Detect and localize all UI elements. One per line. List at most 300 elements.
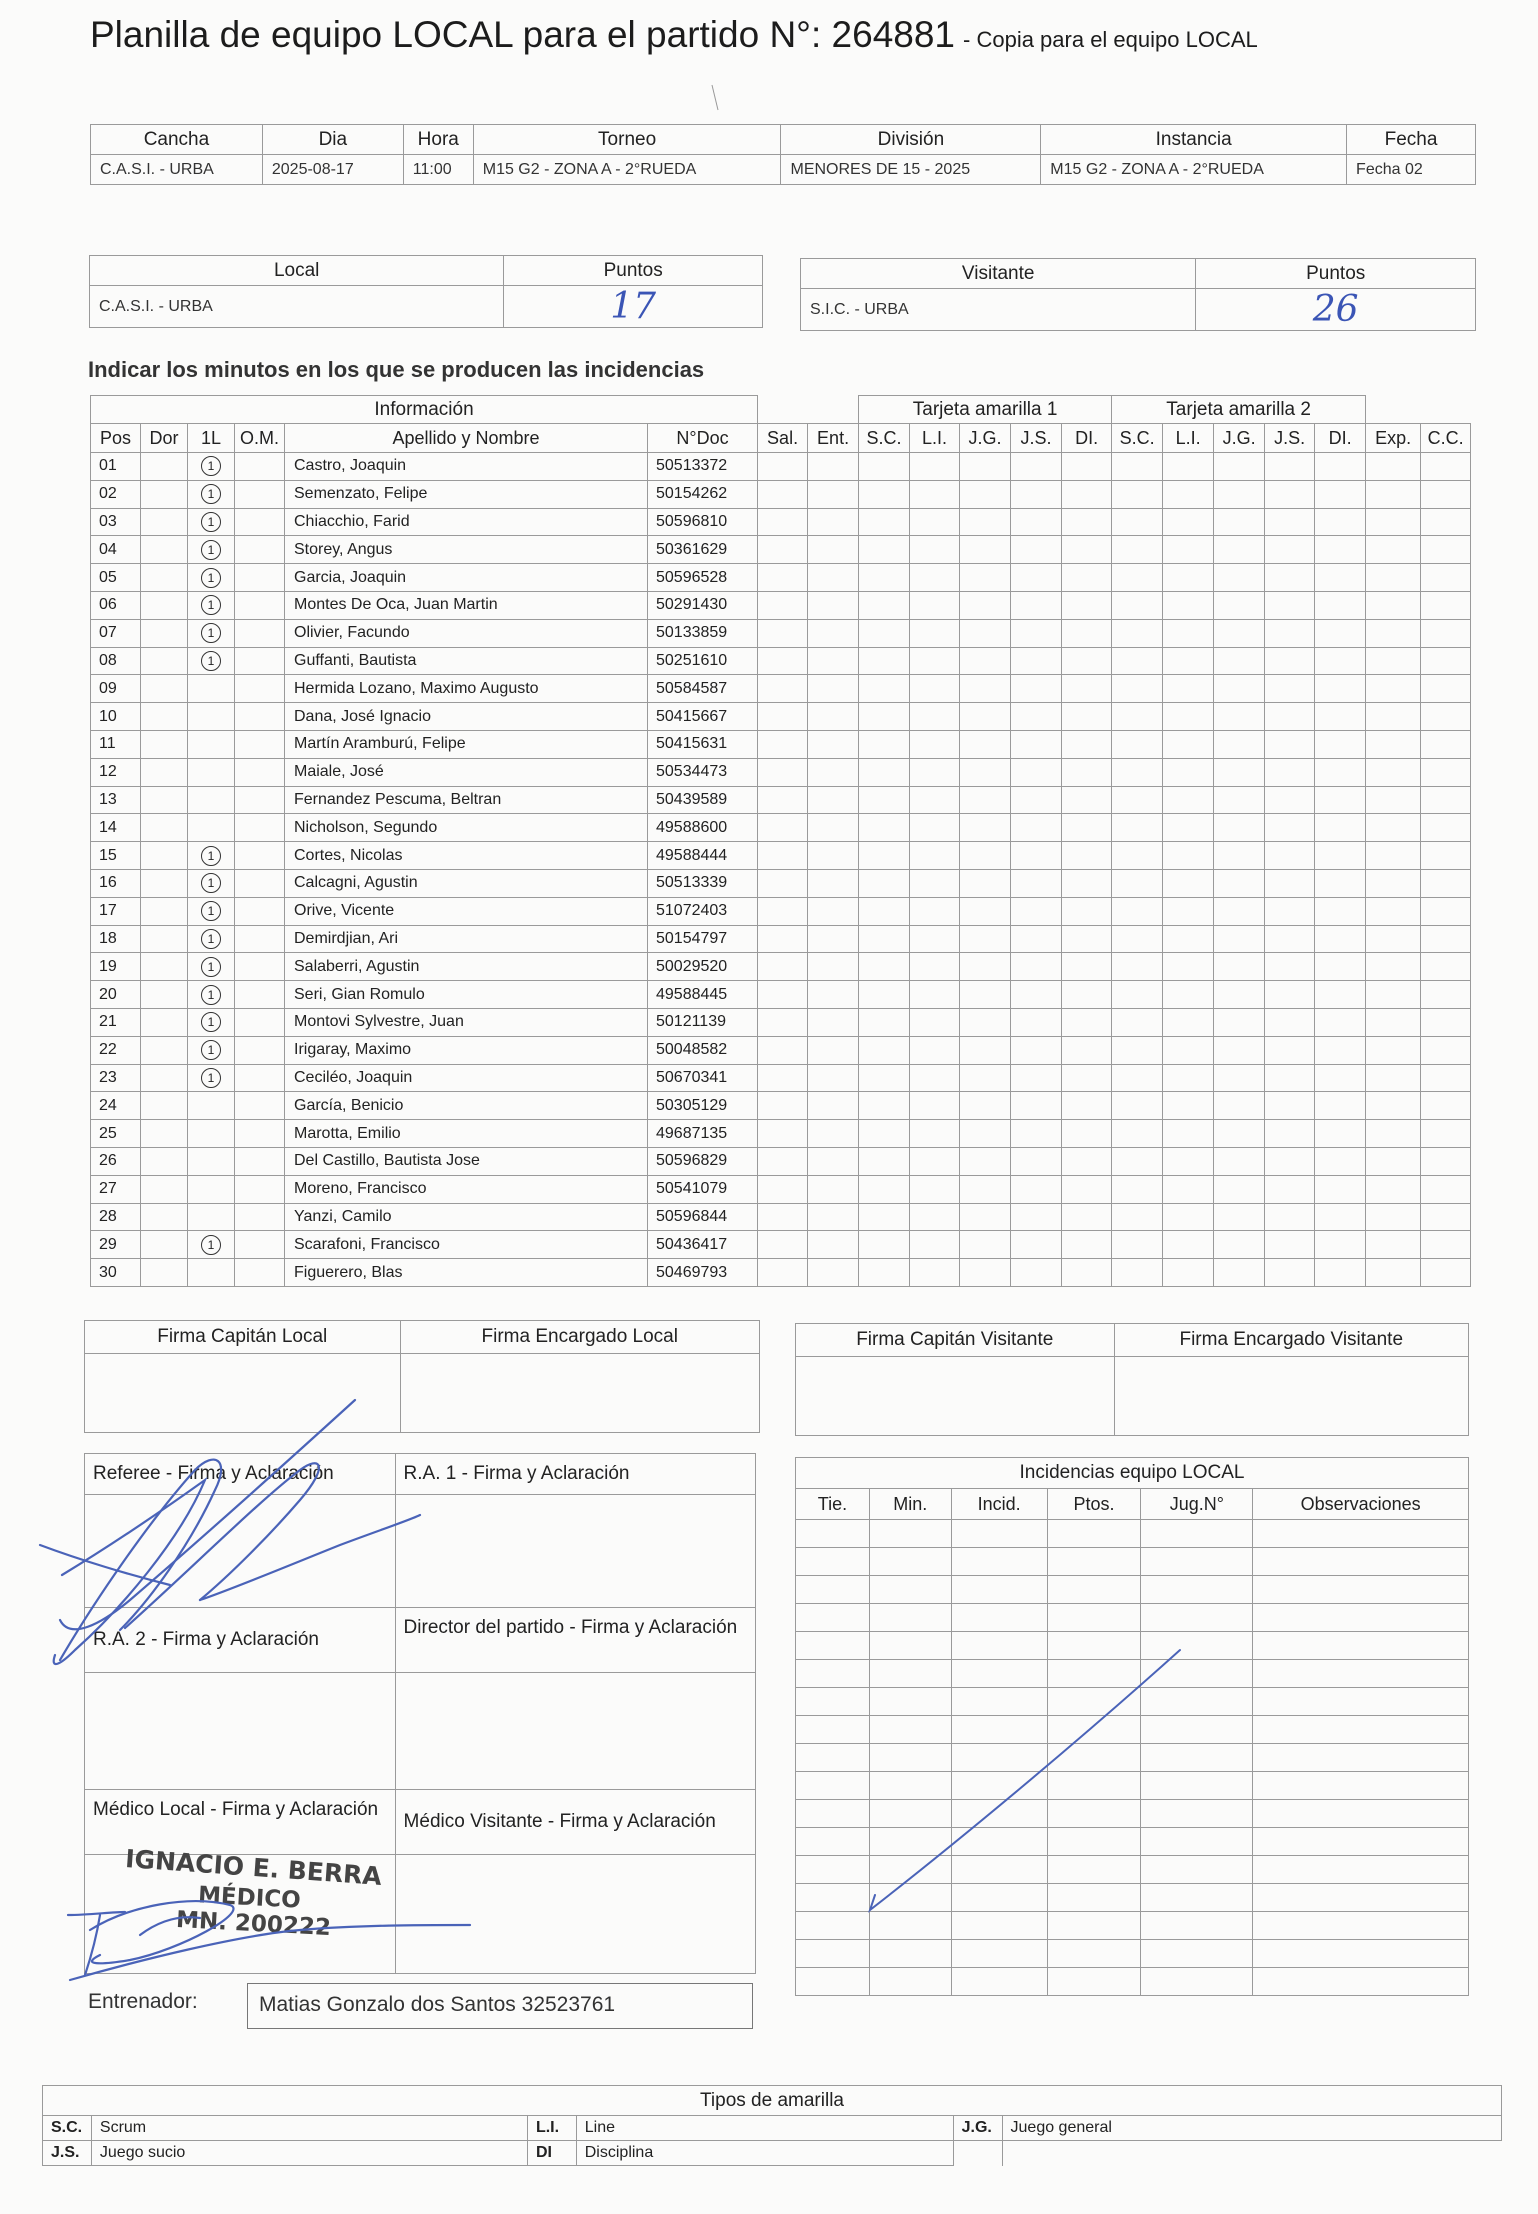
local-incident-cell[interactable]	[1141, 1856, 1253, 1884]
local-incident-cell[interactable]	[796, 1716, 870, 1744]
player-incidence-cell[interactable]	[960, 814, 1011, 842]
local-incident-cell[interactable]	[1047, 1772, 1141, 1800]
player-incidence-cell[interactable]	[1163, 647, 1214, 675]
local-incident-cell[interactable]	[869, 1660, 951, 1688]
player-incidence-cell[interactable]	[1062, 1231, 1112, 1259]
player-incidence-cell[interactable]	[1011, 869, 1062, 897]
player-incidence-cell[interactable]	[1062, 675, 1112, 703]
player-incidence-cell[interactable]	[960, 981, 1011, 1009]
player-incidence-cell[interactable]	[1366, 536, 1421, 564]
player-om[interactable]	[235, 647, 285, 675]
player-incidence-cell[interactable]	[960, 1092, 1011, 1120]
local-incident-cell[interactable]	[1047, 1912, 1141, 1940]
player-incidence-cell[interactable]	[1011, 981, 1062, 1009]
player-incidence-cell[interactable]	[808, 536, 859, 564]
local-incident-cell[interactable]	[1047, 1968, 1141, 1996]
player-incidence-cell[interactable]	[1265, 480, 1315, 508]
player-incidence-cell[interactable]	[1112, 1259, 1163, 1287]
player-incidence-cell[interactable]	[1265, 591, 1315, 619]
player-incidence-cell[interactable]	[758, 647, 808, 675]
player-incidence-cell[interactable]	[960, 564, 1011, 592]
player-incidence-cell[interactable]	[859, 619, 910, 647]
player-incidence-cell[interactable]	[1265, 1259, 1315, 1287]
player-incidence-cell[interactable]	[1011, 814, 1062, 842]
player-incidence-cell[interactable]	[1112, 703, 1163, 731]
player-incidence-cell[interactable]	[1421, 1008, 1471, 1036]
local-incident-cell[interactable]	[951, 1800, 1047, 1828]
local-incident-cell[interactable]	[1047, 1828, 1141, 1856]
player-incidence-cell[interactable]	[1214, 591, 1265, 619]
player-incidence-cell[interactable]	[1062, 814, 1112, 842]
local-incident-cell[interactable]	[869, 1912, 951, 1940]
player-incidence-cell[interactable]	[1112, 1175, 1163, 1203]
player-incidence-cell[interactable]	[1214, 842, 1265, 870]
player-incidence-cell[interactable]	[859, 1259, 910, 1287]
player-incidence-cell[interactable]	[808, 1064, 859, 1092]
local-incident-cell[interactable]	[869, 1856, 951, 1884]
local-incident-cell[interactable]	[869, 1800, 951, 1828]
player-incidence-cell[interactable]	[960, 508, 1011, 536]
player-incidence-cell[interactable]	[1163, 758, 1214, 786]
player-incidence-cell[interactable]	[1265, 869, 1315, 897]
player-om[interactable]	[235, 1036, 285, 1064]
local-incident-cell[interactable]	[951, 1688, 1047, 1716]
player-incidence-cell[interactable]	[1112, 842, 1163, 870]
player-incidence-cell[interactable]	[1265, 814, 1315, 842]
player-incidence-cell[interactable]	[1315, 1092, 1366, 1120]
player-incidence-cell[interactable]	[1214, 1203, 1265, 1231]
player-dor[interactable]	[141, 1120, 188, 1148]
player-incidence-cell[interactable]	[808, 564, 859, 592]
referee-signature-box[interactable]	[85, 1495, 396, 1608]
player-incidence-cell[interactable]	[1062, 758, 1112, 786]
player-incidence-cell[interactable]	[1265, 508, 1315, 536]
player-incidence-cell[interactable]	[1112, 869, 1163, 897]
ra2-signature-box[interactable]	[85, 1673, 396, 1790]
player-incidence-cell[interactable]	[1265, 1175, 1315, 1203]
player-incidence-cell[interactable]	[758, 925, 808, 953]
player-incidence-cell[interactable]	[1421, 1231, 1471, 1259]
captain-visitor-signature-box[interactable]	[796, 1357, 1115, 1436]
player-incidence-cell[interactable]	[1214, 814, 1265, 842]
player-dor[interactable]	[141, 1259, 188, 1287]
player-incidence-cell[interactable]	[1062, 1008, 1112, 1036]
local-incident-cell[interactable]	[869, 1828, 951, 1856]
player-om[interactable]	[235, 1231, 285, 1259]
player-incidence-cell[interactable]	[1366, 508, 1421, 536]
player-incidence-cell[interactable]	[1214, 925, 1265, 953]
local-incident-cell[interactable]	[1253, 1548, 1469, 1576]
player-incidence-cell[interactable]	[1062, 508, 1112, 536]
player-incidence-cell[interactable]	[1315, 842, 1366, 870]
player-dor[interactable]	[141, 453, 188, 481]
player-om[interactable]	[235, 1203, 285, 1231]
player-incidence-cell[interactable]	[1315, 730, 1366, 758]
player-incidence-cell[interactable]	[910, 786, 960, 814]
player-incidence-cell[interactable]	[758, 786, 808, 814]
local-incident-cell[interactable]	[1047, 1856, 1141, 1884]
player-incidence-cell[interactable]	[1366, 869, 1421, 897]
player-incidence-cell[interactable]	[1421, 1147, 1471, 1175]
player-incidence-cell[interactable]	[808, 897, 859, 925]
player-incidence-cell[interactable]	[1265, 453, 1315, 481]
player-incidence-cell[interactable]	[1421, 814, 1471, 842]
player-incidence-cell[interactable]	[1366, 1092, 1421, 1120]
player-incidence-cell[interactable]	[1011, 897, 1062, 925]
player-incidence-cell[interactable]	[1315, 814, 1366, 842]
local-incident-cell[interactable]	[796, 1604, 870, 1632]
local-incident-cell[interactable]	[1253, 1828, 1469, 1856]
local-incident-cell[interactable]	[1141, 1520, 1253, 1548]
player-incidence-cell[interactable]	[859, 1147, 910, 1175]
player-incidence-cell[interactable]	[960, 1259, 1011, 1287]
player-incidence-cell[interactable]	[1315, 703, 1366, 731]
local-incident-cell[interactable]	[1141, 1660, 1253, 1688]
player-om[interactable]	[235, 981, 285, 1009]
local-incident-cell[interactable]	[796, 1912, 870, 1940]
player-incidence-cell[interactable]	[1421, 1120, 1471, 1148]
player-incidence-cell[interactable]	[1315, 619, 1366, 647]
player-incidence-cell[interactable]	[910, 508, 960, 536]
player-incidence-cell[interactable]	[960, 1036, 1011, 1064]
player-om[interactable]	[235, 508, 285, 536]
player-dor[interactable]	[141, 953, 188, 981]
player-incidence-cell[interactable]	[1421, 869, 1471, 897]
player-dor[interactable]	[141, 1008, 188, 1036]
manager-local-signature-box[interactable]	[400, 1354, 759, 1433]
player-dor[interactable]	[141, 786, 188, 814]
player-incidence-cell[interactable]	[1421, 703, 1471, 731]
player-incidence-cell[interactable]	[1062, 786, 1112, 814]
player-incidence-cell[interactable]	[910, 619, 960, 647]
local-incident-cell[interactable]	[796, 1744, 870, 1772]
local-incident-cell[interactable]	[951, 1968, 1047, 1996]
player-incidence-cell[interactable]	[1265, 619, 1315, 647]
local-incident-cell[interactable]	[796, 1856, 870, 1884]
player-incidence-cell[interactable]	[1315, 1259, 1366, 1287]
player-incidence-cell[interactable]	[1366, 647, 1421, 675]
local-incident-cell[interactable]	[796, 1548, 870, 1576]
player-incidence-cell[interactable]	[1315, 564, 1366, 592]
player-incidence-cell[interactable]	[1163, 480, 1214, 508]
player-om[interactable]	[235, 897, 285, 925]
player-incidence-cell[interactable]	[1163, 925, 1214, 953]
player-incidence-cell[interactable]	[1011, 842, 1062, 870]
player-incidence-cell[interactable]	[859, 1203, 910, 1231]
player-incidence-cell[interactable]	[1011, 1203, 1062, 1231]
player-incidence-cell[interactable]	[1214, 869, 1265, 897]
local-incident-cell[interactable]	[1141, 1716, 1253, 1744]
player-incidence-cell[interactable]	[910, 1231, 960, 1259]
player-incidence-cell[interactable]	[1112, 647, 1163, 675]
local-incident-cell[interactable]	[796, 1632, 870, 1660]
player-incidence-cell[interactable]	[1315, 925, 1366, 953]
player-incidence-cell[interactable]	[1214, 1120, 1265, 1148]
player-incidence-cell[interactable]	[758, 842, 808, 870]
local-incident-cell[interactable]	[951, 1632, 1047, 1660]
player-incidence-cell[interactable]	[1315, 453, 1366, 481]
player-incidence-cell[interactable]	[960, 453, 1011, 481]
player-incidence-cell[interactable]	[1163, 1203, 1214, 1231]
player-incidence-cell[interactable]	[1366, 897, 1421, 925]
player-incidence-cell[interactable]	[1062, 1259, 1112, 1287]
player-dor[interactable]	[141, 897, 188, 925]
local-incident-cell[interactable]	[951, 1884, 1047, 1912]
player-incidence-cell[interactable]	[1214, 480, 1265, 508]
player-incidence-cell[interactable]	[808, 814, 859, 842]
player-incidence-cell[interactable]	[1315, 897, 1366, 925]
player-incidence-cell[interactable]	[910, 480, 960, 508]
player-incidence-cell[interactable]	[1366, 1175, 1421, 1203]
player-incidence-cell[interactable]	[1163, 953, 1214, 981]
player-incidence-cell[interactable]	[1062, 647, 1112, 675]
player-incidence-cell[interactable]	[1315, 508, 1366, 536]
player-incidence-cell[interactable]	[910, 1259, 960, 1287]
player-incidence-cell[interactable]	[1265, 1008, 1315, 1036]
player-incidence-cell[interactable]	[859, 897, 910, 925]
player-incidence-cell[interactable]	[1366, 953, 1421, 981]
player-incidence-cell[interactable]	[1163, 1008, 1214, 1036]
player-incidence-cell[interactable]	[1421, 1036, 1471, 1064]
player-incidence-cell[interactable]	[1112, 953, 1163, 981]
player-incidence-cell[interactable]	[1366, 1203, 1421, 1231]
player-incidence-cell[interactable]	[1366, 703, 1421, 731]
player-dor[interactable]	[141, 730, 188, 758]
player-dor[interactable]	[141, 758, 188, 786]
player-incidence-cell[interactable]	[1163, 675, 1214, 703]
local-incident-cell[interactable]	[1047, 1520, 1141, 1548]
player-incidence-cell[interactable]	[1011, 564, 1062, 592]
player-incidence-cell[interactable]	[1163, 1036, 1214, 1064]
player-incidence-cell[interactable]	[1421, 675, 1471, 703]
local-incident-cell[interactable]	[1047, 1884, 1141, 1912]
player-incidence-cell[interactable]	[859, 842, 910, 870]
player-incidence-cell[interactable]	[758, 758, 808, 786]
player-incidence-cell[interactable]	[1315, 675, 1366, 703]
player-incidence-cell[interactable]	[1315, 786, 1366, 814]
player-incidence-cell[interactable]	[808, 1259, 859, 1287]
player-incidence-cell[interactable]	[758, 1008, 808, 1036]
player-incidence-cell[interactable]	[1366, 675, 1421, 703]
player-incidence-cell[interactable]	[910, 897, 960, 925]
player-om[interactable]	[235, 758, 285, 786]
player-incidence-cell[interactable]	[1421, 1259, 1471, 1287]
player-dor[interactable]	[141, 869, 188, 897]
player-incidence-cell[interactable]	[960, 1008, 1011, 1036]
player-incidence-cell[interactable]	[910, 814, 960, 842]
player-incidence-cell[interactable]	[808, 619, 859, 647]
player-incidence-cell[interactable]	[1011, 1008, 1062, 1036]
player-incidence-cell[interactable]	[960, 619, 1011, 647]
player-incidence-cell[interactable]	[1062, 591, 1112, 619]
player-incidence-cell[interactable]	[1163, 786, 1214, 814]
player-dor[interactable]	[141, 675, 188, 703]
player-incidence-cell[interactable]	[859, 453, 910, 481]
player-incidence-cell[interactable]	[1214, 1092, 1265, 1120]
player-incidence-cell[interactable]	[1062, 897, 1112, 925]
player-incidence-cell[interactable]	[1265, 925, 1315, 953]
player-dor[interactable]	[141, 1175, 188, 1203]
local-incident-cell[interactable]	[951, 1912, 1047, 1940]
local-incident-cell[interactable]	[951, 1744, 1047, 1772]
player-incidence-cell[interactable]	[1112, 480, 1163, 508]
player-om[interactable]	[235, 536, 285, 564]
player-incidence-cell[interactable]	[859, 647, 910, 675]
player-dor[interactable]	[141, 508, 188, 536]
player-incidence-cell[interactable]	[960, 897, 1011, 925]
player-om[interactable]	[235, 953, 285, 981]
player-incidence-cell[interactable]	[808, 1147, 859, 1175]
player-incidence-cell[interactable]	[1112, 758, 1163, 786]
player-incidence-cell[interactable]	[1366, 619, 1421, 647]
player-incidence-cell[interactable]	[1163, 1175, 1214, 1203]
player-incidence-cell[interactable]	[808, 453, 859, 481]
player-incidence-cell[interactable]	[1366, 453, 1421, 481]
player-incidence-cell[interactable]	[758, 619, 808, 647]
player-incidence-cell[interactable]	[1011, 703, 1062, 731]
local-incident-cell[interactable]	[1141, 1604, 1253, 1632]
player-incidence-cell[interactable]	[1214, 1008, 1265, 1036]
local-incident-cell[interactable]	[796, 1968, 870, 1996]
player-incidence-cell[interactable]	[1062, 1175, 1112, 1203]
player-incidence-cell[interactable]	[859, 869, 910, 897]
player-incidence-cell[interactable]	[1062, 1036, 1112, 1064]
player-incidence-cell[interactable]	[1265, 1147, 1315, 1175]
player-incidence-cell[interactable]	[1421, 647, 1471, 675]
player-incidence-cell[interactable]	[910, 1175, 960, 1203]
local-incident-cell[interactable]	[869, 1772, 951, 1800]
local-incident-cell[interactable]	[1047, 1800, 1141, 1828]
player-incidence-cell[interactable]	[1214, 1175, 1265, 1203]
player-incidence-cell[interactable]	[1366, 1147, 1421, 1175]
player-incidence-cell[interactable]	[960, 591, 1011, 619]
local-incident-cell[interactable]	[1047, 1548, 1141, 1576]
local-incident-cell[interactable]	[1141, 1940, 1253, 1968]
player-incidence-cell[interactable]	[758, 1231, 808, 1259]
local-incident-cell[interactable]	[951, 1940, 1047, 1968]
player-incidence-cell[interactable]	[808, 842, 859, 870]
player-dor[interactable]	[141, 1036, 188, 1064]
player-incidence-cell[interactable]	[1062, 869, 1112, 897]
local-incident-cell[interactable]	[796, 1660, 870, 1688]
player-incidence-cell[interactable]	[808, 480, 859, 508]
player-incidence-cell[interactable]	[1214, 703, 1265, 731]
player-incidence-cell[interactable]	[960, 953, 1011, 981]
player-dor[interactable]	[141, 925, 188, 953]
player-incidence-cell[interactable]	[808, 925, 859, 953]
player-incidence-cell[interactable]	[1011, 1120, 1062, 1148]
player-incidence-cell[interactable]	[808, 981, 859, 1009]
local-incident-cell[interactable]	[869, 1632, 951, 1660]
player-incidence-cell[interactable]	[1062, 536, 1112, 564]
player-incidence-cell[interactable]	[1421, 897, 1471, 925]
player-incidence-cell[interactable]	[1214, 1231, 1265, 1259]
player-incidence-cell[interactable]	[808, 703, 859, 731]
player-incidence-cell[interactable]	[960, 1203, 1011, 1231]
player-dor[interactable]	[141, 1092, 188, 1120]
player-incidence-cell[interactable]	[1315, 536, 1366, 564]
player-incidence-cell[interactable]	[808, 647, 859, 675]
player-incidence-cell[interactable]	[1421, 925, 1471, 953]
local-incident-cell[interactable]	[1253, 1940, 1469, 1968]
player-incidence-cell[interactable]	[1062, 925, 1112, 953]
player-incidence-cell[interactable]	[1366, 814, 1421, 842]
player-incidence-cell[interactable]	[758, 981, 808, 1009]
player-incidence-cell[interactable]	[1112, 1231, 1163, 1259]
player-incidence-cell[interactable]	[1315, 1147, 1366, 1175]
player-incidence-cell[interactable]	[1011, 730, 1062, 758]
player-incidence-cell[interactable]	[1265, 786, 1315, 814]
player-incidence-cell[interactable]	[1163, 897, 1214, 925]
player-incidence-cell[interactable]	[1214, 564, 1265, 592]
player-incidence-cell[interactable]	[859, 1036, 910, 1064]
player-incidence-cell[interactable]	[1265, 1203, 1315, 1231]
local-incident-cell[interactable]	[1141, 1744, 1253, 1772]
player-incidence-cell[interactable]	[1214, 508, 1265, 536]
local-incident-cell[interactable]	[951, 1576, 1047, 1604]
player-incidence-cell[interactable]	[960, 1064, 1011, 1092]
player-om[interactable]	[235, 703, 285, 731]
local-incident-cell[interactable]	[1141, 1800, 1253, 1828]
player-incidence-cell[interactable]	[1315, 647, 1366, 675]
local-incident-cell[interactable]	[1253, 1688, 1469, 1716]
player-incidence-cell[interactable]	[859, 536, 910, 564]
local-incident-cell[interactable]	[951, 1772, 1047, 1800]
player-incidence-cell[interactable]	[910, 758, 960, 786]
player-incidence-cell[interactable]	[1112, 536, 1163, 564]
player-incidence-cell[interactable]	[1214, 897, 1265, 925]
player-om[interactable]	[235, 814, 285, 842]
player-incidence-cell[interactable]	[1366, 842, 1421, 870]
player-incidence-cell[interactable]	[758, 1175, 808, 1203]
player-incidence-cell[interactable]	[1366, 1259, 1421, 1287]
local-incident-cell[interactable]	[951, 1520, 1047, 1548]
player-incidence-cell[interactable]	[1062, 1147, 1112, 1175]
local-incident-cell[interactable]	[869, 1716, 951, 1744]
local-incident-cell[interactable]	[1047, 1576, 1141, 1604]
player-incidence-cell[interactable]	[1265, 1120, 1315, 1148]
player-incidence-cell[interactable]	[960, 758, 1011, 786]
player-incidence-cell[interactable]	[1366, 1120, 1421, 1148]
player-incidence-cell[interactable]	[1163, 619, 1214, 647]
player-incidence-cell[interactable]	[859, 730, 910, 758]
player-incidence-cell[interactable]	[1366, 730, 1421, 758]
player-incidence-cell[interactable]	[1214, 536, 1265, 564]
player-incidence-cell[interactable]	[808, 730, 859, 758]
player-incidence-cell[interactable]	[1421, 564, 1471, 592]
local-incident-cell[interactable]	[951, 1548, 1047, 1576]
player-om[interactable]	[235, 1147, 285, 1175]
local-incident-cell[interactable]	[1141, 1828, 1253, 1856]
player-om[interactable]	[235, 453, 285, 481]
player-incidence-cell[interactable]	[1421, 619, 1471, 647]
player-incidence-cell[interactable]	[1112, 1092, 1163, 1120]
player-incidence-cell[interactable]	[1062, 703, 1112, 731]
player-dor[interactable]	[141, 981, 188, 1009]
local-incident-cell[interactable]	[1253, 1520, 1469, 1548]
player-incidence-cell[interactable]	[1112, 1203, 1163, 1231]
local-incident-cell[interactable]	[796, 1940, 870, 1968]
player-incidence-cell[interactable]	[960, 869, 1011, 897]
player-incidence-cell[interactable]	[1214, 619, 1265, 647]
player-incidence-cell[interactable]	[960, 480, 1011, 508]
player-incidence-cell[interactable]	[859, 1120, 910, 1148]
local-incident-cell[interactable]	[1253, 1772, 1469, 1800]
local-incident-cell[interactable]	[951, 1716, 1047, 1744]
player-incidence-cell[interactable]	[960, 730, 1011, 758]
player-incidence-cell[interactable]	[1112, 591, 1163, 619]
player-incidence-cell[interactable]	[1315, 480, 1366, 508]
